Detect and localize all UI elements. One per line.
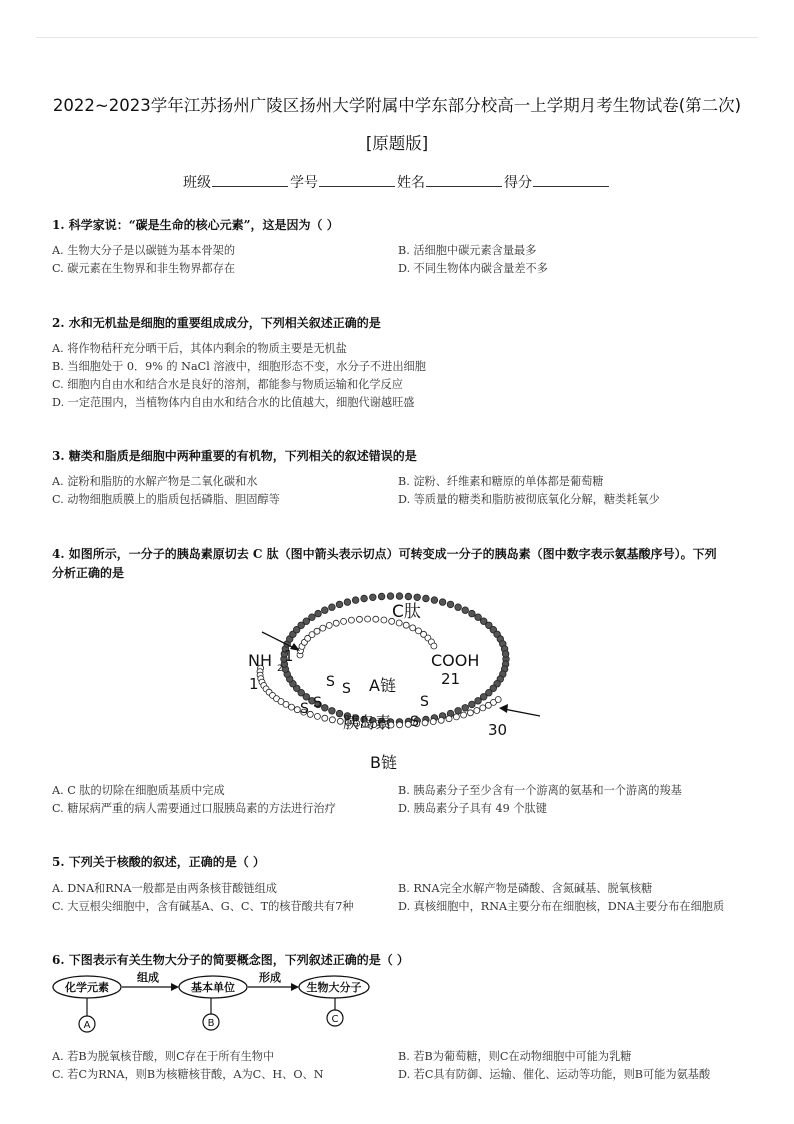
page-title: 2022~2023学年江苏扬州广陵区扬州大学附属中学东部分校高一上学期月考生物试卷(第二次) xyxy=(52,96,742,115)
q1-option-b[interactable]: B. 活细胞中碳元素含量最多 xyxy=(398,244,537,257)
c-peptide-bead xyxy=(329,708,336,715)
cooh-label: COOH xyxy=(431,651,480,670)
id-label: 学号 xyxy=(290,175,318,191)
q6-option-c[interactable]: C. 若C为RNA，则B为核糖核苷酸，A为C、H、O、N xyxy=(52,1068,324,1081)
q1-option-c[interactable]: C. 碳元素在生物界和非生物界都存在 xyxy=(52,262,236,275)
amino-acid-bead xyxy=(431,643,437,649)
number-21: 21 xyxy=(441,670,461,688)
q4-stem-line2: 分析正确的是 xyxy=(52,566,125,580)
q5-option-c[interactable]: C. 大豆根尖细胞中，含有碱基A、G、C、T的核苷酸共有7种 xyxy=(52,900,354,913)
c-peptide-bead xyxy=(378,593,385,600)
amino-acid-bead xyxy=(373,616,379,622)
c-peptide-bead xyxy=(423,595,430,602)
q5-option-a[interactable]: A. DNA和RNA一般都是由两条核苷酸链组成 xyxy=(52,882,277,895)
c-peptide-bead xyxy=(469,610,476,617)
disulfide-s-1: S xyxy=(326,674,335,690)
c-peptide-bead xyxy=(414,594,421,601)
c-peptide-bead xyxy=(439,599,446,606)
c-peptide-bead xyxy=(462,705,469,712)
q6-option-a[interactable]: A. 若B为脱氧核苷酸，则C存在于所有生物中 xyxy=(52,1050,275,1063)
q5-option-b[interactable]: B. RNA完全水解产物是磷酸、含氮碱基、脱氧核糖 xyxy=(398,882,653,895)
page-subtitle: [原题版] xyxy=(365,134,429,153)
q3-option-a[interactable]: A. 淀粉和脂肪的水解产物是二氧化碳和水 xyxy=(52,475,258,488)
student-info-line xyxy=(0,172,794,192)
amino-acid-bead xyxy=(333,620,339,626)
amino-acid-bead xyxy=(403,622,409,628)
c-peptide-bead xyxy=(322,607,329,614)
number-1-a: 1 xyxy=(284,647,294,665)
amino-acid-bead xyxy=(314,628,320,634)
b-chain-label: B链 xyxy=(370,753,397,772)
q4-stem-line1: 4. 如图所示，一分子的胰岛素原切去 C 肽（图中箭头表示切点）可转变成一分子的胰岛素（图中数字表示氨基酸序号）。下列 xyxy=(52,547,717,561)
disulfide-s-5: S xyxy=(420,694,429,710)
q1-stem: 1. 科学家说：“碳是生命的核心元素”，这是因为（ ） xyxy=(52,218,339,232)
amino-acid-bead xyxy=(495,697,501,703)
c-peptide-bead xyxy=(455,708,462,715)
amino-acid-bead xyxy=(410,625,416,631)
amino-acid-bead xyxy=(480,705,486,711)
c-peptide-bead xyxy=(370,594,377,601)
c-peptide-bead xyxy=(475,698,482,705)
number-1-b: 1 xyxy=(249,675,259,693)
nh2-label: NH xyxy=(248,651,272,670)
score-label: 得分 xyxy=(504,175,532,191)
amino-acid-bead xyxy=(381,617,387,623)
amino-acid-bead xyxy=(467,710,473,716)
q1-option-a[interactable]: A. 生物大分子是以碳链为基本骨架的 xyxy=(52,244,236,257)
amino-acid-bead xyxy=(289,704,295,710)
amino-acid-bead xyxy=(461,712,467,718)
amino-acid-bead xyxy=(322,715,328,721)
c-peptide-bead xyxy=(462,607,469,614)
name-label: 姓名 xyxy=(397,175,425,191)
c-peptide-bead xyxy=(405,593,412,600)
amino-acid-bead xyxy=(365,616,371,622)
amino-acid-bead xyxy=(329,717,335,723)
a-chain-label: A链 xyxy=(369,676,396,695)
amino-acid-bead xyxy=(474,708,480,714)
name-blank[interactable] xyxy=(426,174,502,187)
arrow-form-label: 形成 xyxy=(259,971,281,984)
q2-stem: 2. 水和无机盐是细胞的重要组成成分，下列相关叙述正确的是 xyxy=(52,316,381,330)
q4-option-d[interactable]: D. 胰岛素分子具有 49 个肽键 xyxy=(398,802,547,815)
c-peptide-bead xyxy=(431,597,438,604)
circle-c-label: C xyxy=(331,1014,339,1025)
amino-acid-bead xyxy=(430,719,436,725)
insulin-figure xyxy=(240,585,550,775)
macromolecule-node-label: 生物大分子 xyxy=(306,981,362,994)
disulfide-s-3: S xyxy=(300,701,309,717)
amino-acid-bead xyxy=(348,617,354,623)
arrow-compose-label: 组成 xyxy=(137,971,159,984)
amino-acid-bead xyxy=(453,714,459,720)
circle-b-label: B xyxy=(207,1018,215,1029)
c-peptide-bead xyxy=(396,593,403,600)
cut-arrow-right xyxy=(504,709,540,716)
q5-option-d[interactable]: D. 真核细胞中，RNA主要分布在细胞核，DNA主要分布在细胞质 xyxy=(398,900,725,913)
q3-option-d[interactable]: D. 等质量的糖类和脂肪被彻底氧化分解，糖类耗氧少 xyxy=(398,493,660,506)
c-peptide-bead xyxy=(352,597,359,604)
insulin-label: 胰岛素 xyxy=(343,713,392,732)
c-peptide-bead xyxy=(361,595,368,602)
disulfide-s-2: S xyxy=(342,681,351,697)
q2-option-a[interactable]: A. 将作物秸秆充分晒干后，其体内剩余的物质主要是无机盐 xyxy=(52,342,347,355)
q3-stem: 3. 糖类和脂质是细胞中两种重要的有机物，下列相关的叙述错误的是 xyxy=(52,449,417,463)
class-label: 班级 xyxy=(183,175,211,191)
amino-acid-bead xyxy=(397,722,403,728)
q6-stem: 6. 下图表示有关生物大分子的简要概念图，下列叙述正确的是（ ） xyxy=(52,953,409,967)
amino-acid-bead xyxy=(283,701,289,707)
disulfide-s-4: S xyxy=(313,695,322,711)
cut-arrow-right-head xyxy=(499,704,508,713)
amino-acid-bead xyxy=(357,616,363,622)
c-peptide-label: C肽 xyxy=(392,602,421,622)
amino-acid-bead xyxy=(314,713,320,719)
c-peptide-bead xyxy=(502,651,509,658)
c-peptide-bead xyxy=(447,601,454,608)
c-peptide-bead xyxy=(344,599,351,606)
c-peptide-bead xyxy=(455,604,462,611)
q6-option-d[interactable]: D. 若C具有防御、运输、催化、运动等功能，则B可能为氨基酸 xyxy=(398,1068,711,1081)
q5-stem: 5. 下列关于核酸的叙述，正确的是（ ） xyxy=(52,855,265,869)
arrow-compose-head xyxy=(171,983,179,991)
amino-acid-bead xyxy=(341,618,347,624)
c-peptide-bead xyxy=(469,701,476,708)
q4-option-a[interactable]: A. C 肽的切除在细胞质基质中完成 xyxy=(52,784,225,797)
score-blank[interactable] xyxy=(533,174,609,187)
amino-acid-bead xyxy=(438,717,444,723)
q3-option-c[interactable]: C. 动物细胞质膜上的脂质包括磷脂、胆固醇等 xyxy=(52,493,280,506)
circle-a-label: A xyxy=(83,1020,91,1031)
number-30: 30 xyxy=(488,721,508,739)
c-peptide-bead xyxy=(309,614,316,621)
amino-acid-bead xyxy=(320,625,326,631)
c-peptide-bead xyxy=(336,710,343,717)
unit-node-label: 基本单位 xyxy=(191,981,235,994)
q1-option-d[interactable]: D. 不同生物体内碳含量差不多 xyxy=(398,262,548,275)
q3-option-b[interactable]: B. 淀粉、纤维素和糖原的单体都是葡萄糖 xyxy=(398,475,604,488)
q2-option-c[interactable]: C. 细胞内自由水和结合水是良好的溶剂，都能参与物质运输和化学反应 xyxy=(52,378,403,391)
class-blank[interactable] xyxy=(212,174,288,187)
q4-option-b[interactable]: B. 胰岛素分子至少含有一个游离的氨基和一个游离的羧基 xyxy=(398,784,682,797)
c-peptide-bead xyxy=(336,601,343,608)
q6-option-b[interactable]: B. 若B为葡萄糖，则C在动物细胞中可能为乳糖 xyxy=(398,1050,632,1063)
id-blank[interactable] xyxy=(319,174,395,187)
amino-acid-bead xyxy=(422,720,428,726)
disulfide-s-6: S xyxy=(410,714,419,730)
c-peptide-bead xyxy=(315,610,322,617)
c-peptide-bead xyxy=(322,705,329,712)
amino-acid-bead xyxy=(446,716,452,722)
elements-node-label: 化学元素 xyxy=(65,981,109,994)
q4-option-c[interactable]: C. 糖尿病严重的病人需要通过口服胰岛素的方法进行治疗 xyxy=(52,802,336,815)
concept-map-figure xyxy=(48,966,378,1038)
q2-option-b[interactable]: B. 当细胞处于 0．9% 的 NaCl 溶液中，细胞形态不变，水分子不进出细胞 xyxy=(52,360,426,373)
arrow-form-head xyxy=(291,983,299,991)
c-peptide-bead xyxy=(329,604,336,611)
header-rule xyxy=(36,37,758,38)
q2-option-d[interactable]: D. 一定范围内，当植物体内自由水和结合水的比值越大，细胞代谢越旺盛 xyxy=(52,396,415,409)
c-peptide-bead xyxy=(387,593,394,600)
nh2-subscript: 2 xyxy=(277,664,283,674)
amino-acid-bead xyxy=(326,622,332,628)
